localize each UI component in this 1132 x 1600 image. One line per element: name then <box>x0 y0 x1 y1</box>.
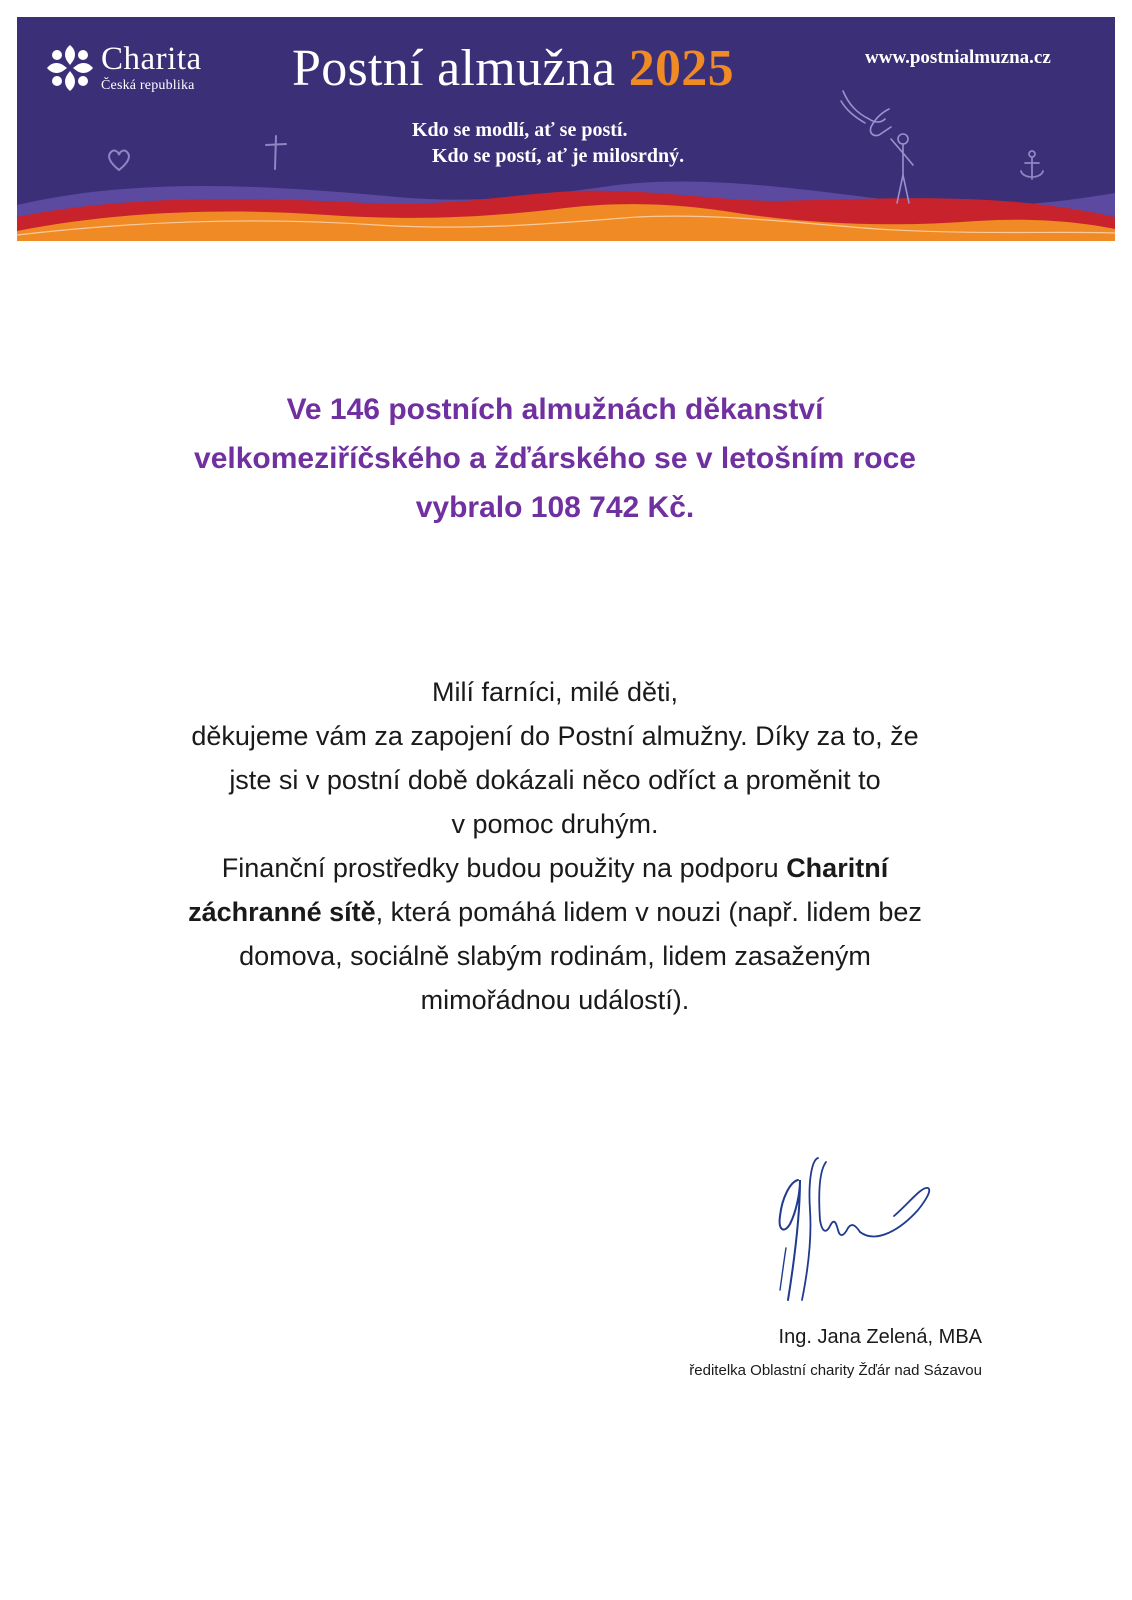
funds-line-4: mimořádnou událostí). <box>420 985 690 1015</box>
campaign-title <box>292 39 734 98</box>
campaign-year: 2025 <box>628 40 734 97</box>
helping-hands-icon <box>835 79 925 209</box>
headline-line-3: vybralo 108 742 Kč. <box>415 491 695 524</box>
thank-you-message <box>110 670 1000 1022</box>
funds-bold-charitni: Charitní <box>786 853 889 883</box>
heart-icon <box>105 147 133 173</box>
handwritten-signature <box>760 1150 940 1315</box>
logo-subtitle: Česká republika <box>101 78 195 93</box>
campaign-motto <box>412 117 684 169</box>
thanks-line-2: jste si v postní době dokázali něco odříct a proměnit to <box>229 765 881 795</box>
motto-line-1: Kdo se modlí, ať se postí. <box>412 119 628 141</box>
campaign-url: www.postnialmuzna.cz <box>865 47 1051 68</box>
signer-name: Ing. Jana Zelená, MBA <box>778 1326 982 1348</box>
funds-line-1 <box>110 846 1000 890</box>
charita-cross-icon <box>45 43 95 93</box>
signer-role: ředitelka Oblastní charity Žďár nad Sázavou <box>689 1362 982 1379</box>
thanks-line-3: v pomoc druhým. <box>451 809 659 839</box>
thanks-line-1: děkujeme vám za zapojení do Postní almužny. Díky za to, že <box>191 721 919 751</box>
cross-icon <box>263 133 289 171</box>
funds-rest-1: , která pomáhá lidem v nouzi (např. lidem bez <box>375 897 922 927</box>
logo-name: Charita <box>101 41 202 77</box>
headline-line-2: velkomeziříčského a žďárského se v letošním roce <box>194 442 916 475</box>
funds-line-2 <box>110 890 1000 934</box>
anchor-icon <box>1017 149 1047 183</box>
funds-bold-zachranne-site: záchranné sítě <box>188 897 376 927</box>
funds-intro: Finanční prostředky budou použity na podporu <box>221 853 779 883</box>
funds-line-3: domova, sociálně slabým rodinám, lidem zasaženým <box>239 941 871 971</box>
campaign-banner <box>17 17 1115 241</box>
collection-result-headline <box>100 385 1010 532</box>
charita-logo <box>45 43 202 93</box>
motto-line-2: Kdo se postí, ať je milosrdný. <box>432 145 685 167</box>
campaign-title-text: Postní almužna <box>292 40 616 97</box>
greeting: Milí farníci, milé děti, <box>431 677 679 707</box>
headline-line-1: Ve 146 postních almužnách děkanství <box>286 393 824 426</box>
